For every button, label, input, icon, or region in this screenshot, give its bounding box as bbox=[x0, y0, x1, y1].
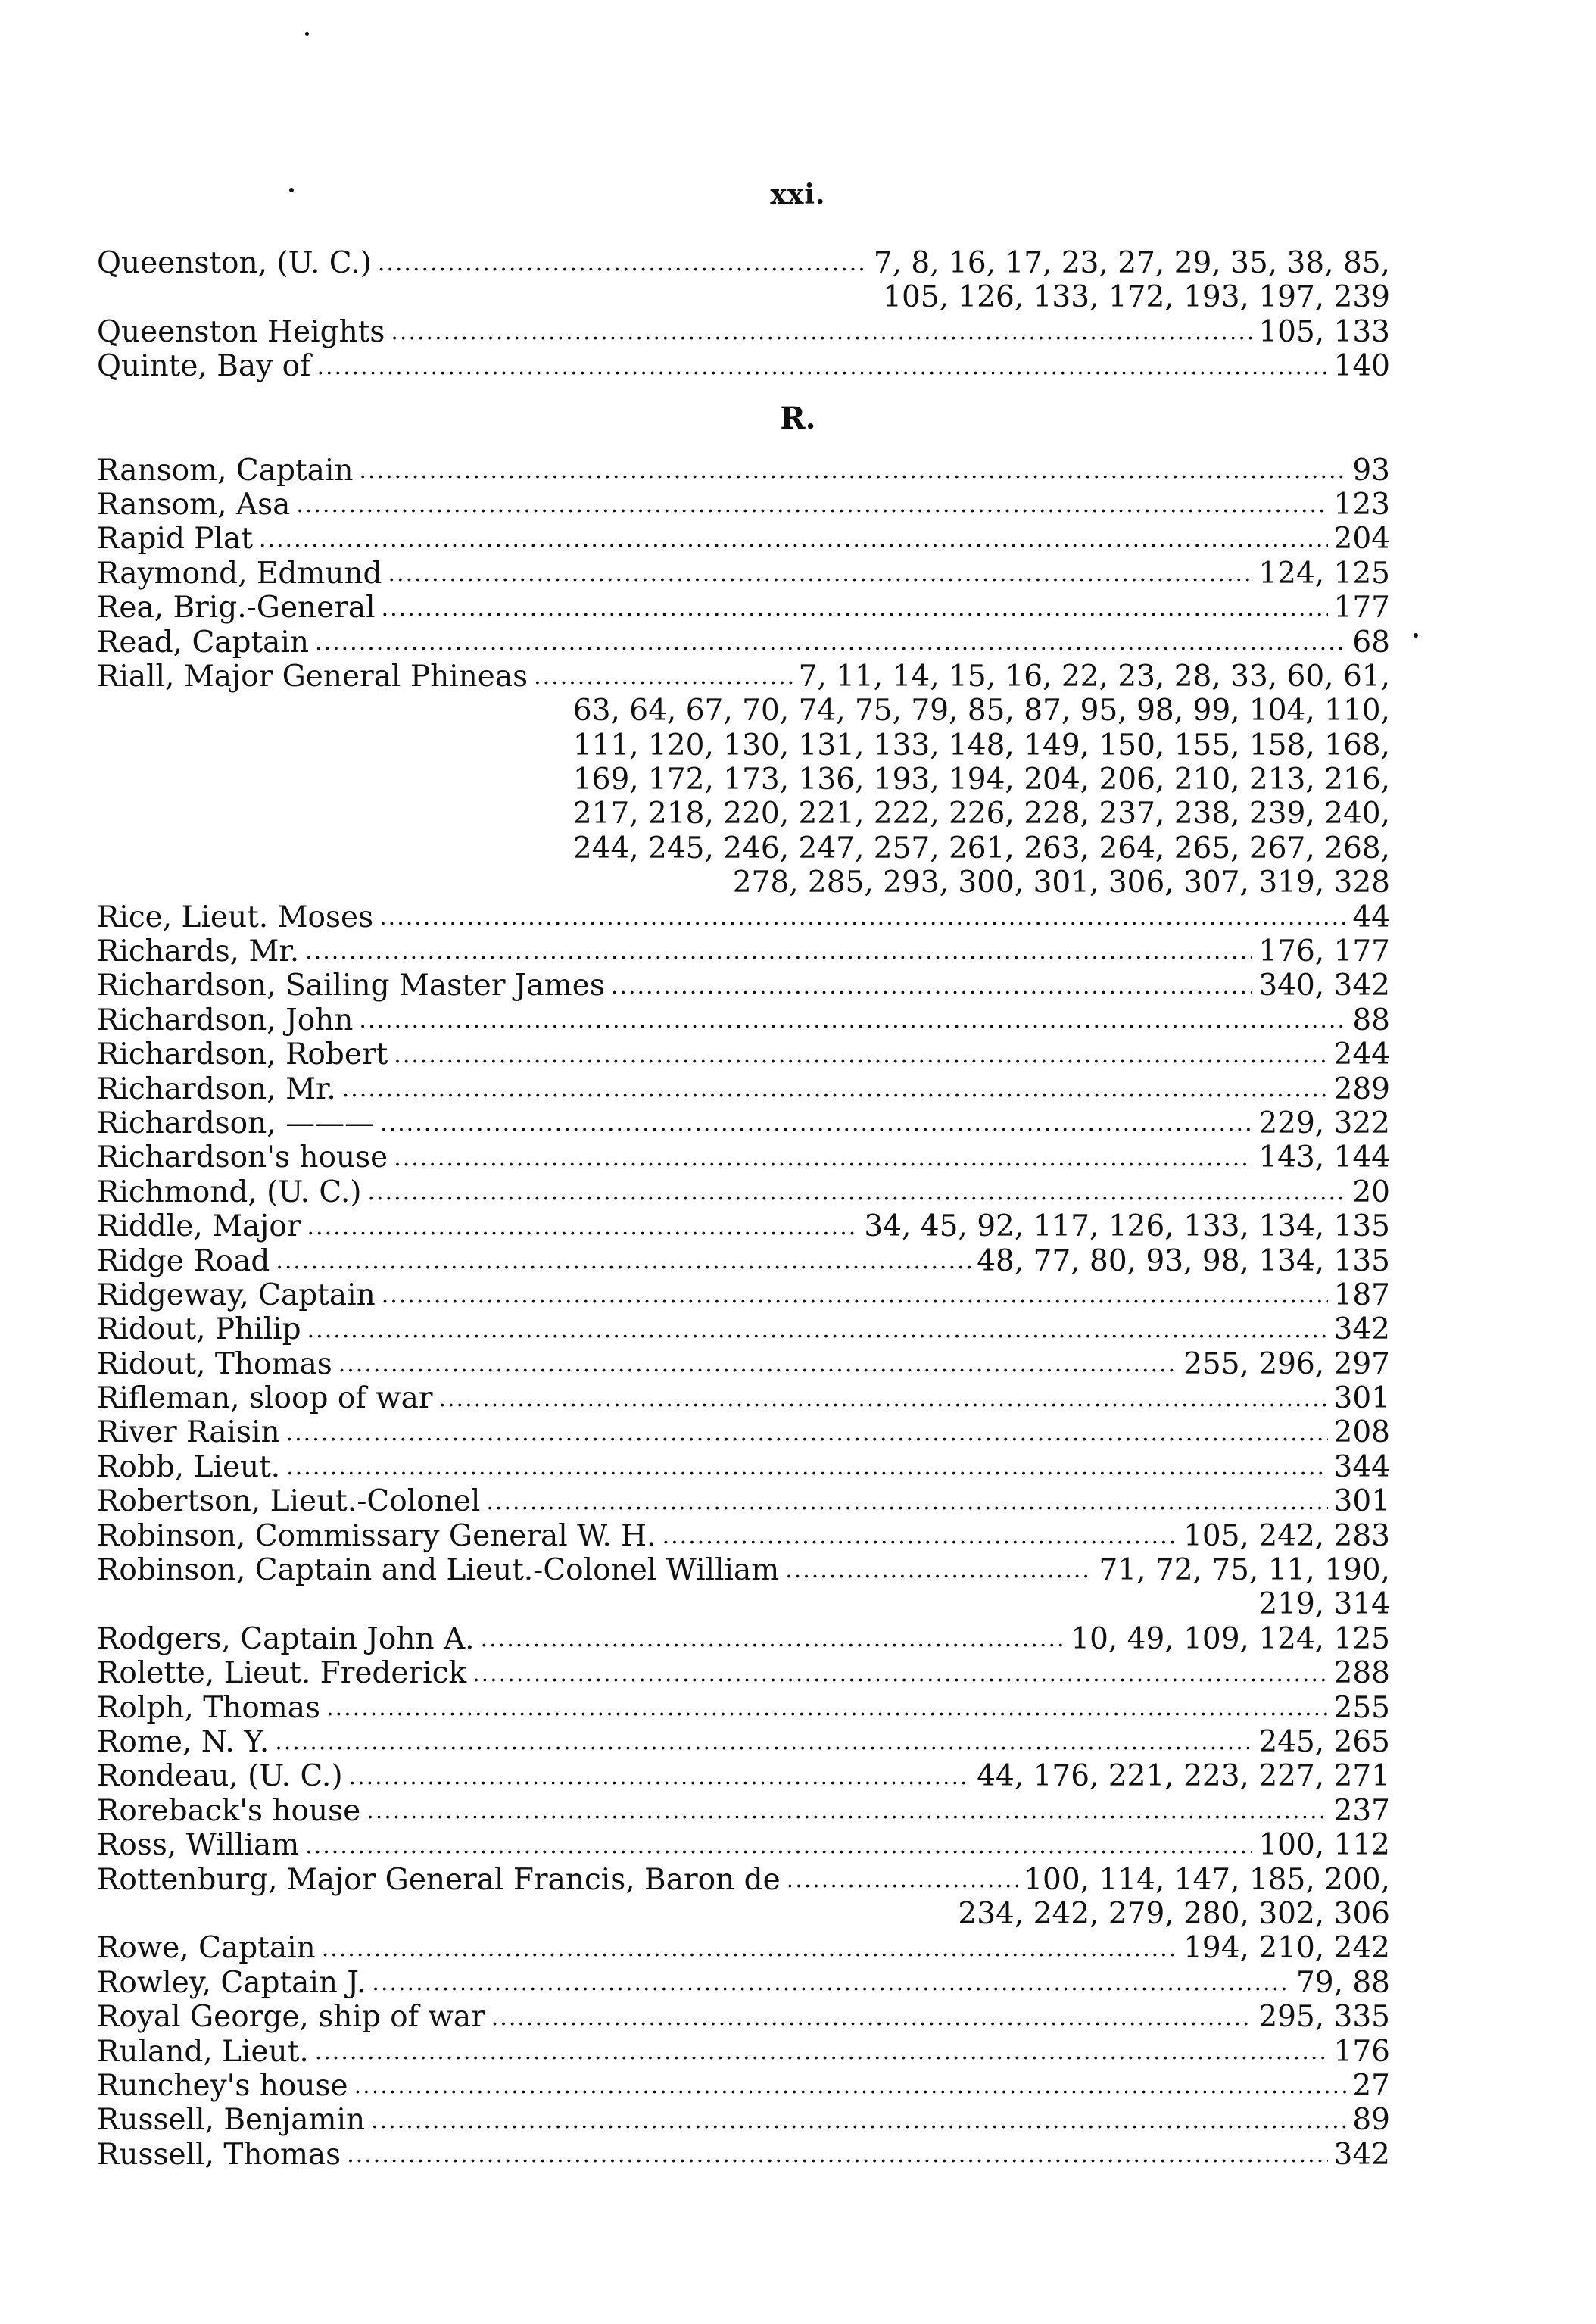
dot-leader bbox=[388, 557, 1253, 591]
page-references: 295, 335 bbox=[1258, 2000, 1390, 2035]
index-term: Quinte, Bay of bbox=[97, 349, 311, 384]
index-entry bbox=[97, 1622, 1390, 1656]
index-term: Riddle, Major bbox=[97, 1209, 301, 1244]
page-references: 100, 112 bbox=[1258, 1828, 1390, 1863]
index-entry bbox=[97, 1312, 1390, 1346]
index-entry bbox=[97, 454, 1390, 488]
dot-leader bbox=[611, 969, 1252, 1003]
dot-leader bbox=[322, 1931, 1177, 1965]
dot-leader bbox=[380, 1106, 1252, 1140]
index-term: Rome, N. Y. bbox=[97, 1725, 270, 1759]
index-entry bbox=[97, 557, 1390, 591]
index-entry bbox=[97, 1140, 1390, 1174]
index-term: Richardson's house bbox=[97, 1140, 388, 1175]
index-entry bbox=[97, 1347, 1390, 1381]
page-references: 204 bbox=[1333, 522, 1390, 557]
page-references: 7, 11, 14, 15, 16, 22, 23, 28, 33, 60, 61, bbox=[798, 659, 1390, 694]
index-entry bbox=[97, 2138, 1390, 2172]
dot-leader bbox=[394, 1140, 1252, 1174]
page-references: 176 bbox=[1333, 2034, 1390, 2069]
page-references: 79, 88 bbox=[1295, 1965, 1390, 2000]
scan-speck-header bbox=[289, 188, 294, 192]
index-entry bbox=[97, 591, 1390, 625]
page-references: 176, 177 bbox=[1258, 934, 1390, 969]
dot-leader bbox=[275, 1725, 1252, 1759]
dot-leader bbox=[391, 315, 1252, 349]
index-term: Roreback's house bbox=[97, 1793, 361, 1828]
page-references: 194, 210, 242 bbox=[1183, 1931, 1390, 1966]
dot-leader bbox=[315, 625, 1346, 660]
dot-leader bbox=[491, 2000, 1253, 2034]
page-references: 123 bbox=[1333, 487, 1390, 522]
dot-leader bbox=[347, 2138, 1327, 2172]
page-references: 177 bbox=[1333, 591, 1390, 625]
index-term: Ross, William bbox=[97, 1828, 300, 1863]
page-references: 105, 242, 283 bbox=[1183, 1518, 1390, 1553]
index-term: Robinson, Commissary General W. H. bbox=[97, 1518, 656, 1553]
index-term: Richardson, John bbox=[97, 1003, 354, 1037]
index-entry bbox=[97, 1931, 1390, 1965]
dot-leader bbox=[379, 900, 1346, 934]
page-references: 27 bbox=[1352, 2068, 1390, 2103]
index-term: Robertson, Lieut.-Colonel bbox=[97, 1484, 481, 1519]
index-term: Richardson, Mr. bbox=[97, 1072, 336, 1106]
index-entry bbox=[97, 1759, 1390, 1793]
page-references: 244 bbox=[1333, 1037, 1390, 1072]
index-term: Queenston Heights bbox=[97, 314, 385, 349]
dot-leader bbox=[286, 1450, 1327, 1484]
index-entry bbox=[97, 349, 1390, 383]
dot-leader bbox=[372, 1966, 1290, 2000]
dot-leader bbox=[316, 349, 1327, 383]
index-term: Runchey's house bbox=[97, 2068, 348, 2103]
index-term: Rea, Brig.-General bbox=[97, 591, 376, 625]
scan-speck-right bbox=[1414, 633, 1418, 638]
index-group-r bbox=[97, 454, 1390, 2173]
page-references: 88 bbox=[1352, 1003, 1390, 1037]
index-term: Ransom, Asa bbox=[97, 487, 291, 522]
index-entry bbox=[97, 522, 1390, 556]
dot-leader bbox=[326, 1691, 1327, 1725]
page-references: 301 bbox=[1333, 1381, 1390, 1416]
dot-leader bbox=[371, 2103, 1346, 2137]
dot-leader bbox=[305, 1828, 1252, 1862]
page-references-continued: 278, 285, 293, 300, 301, 306, 307, 319, 328 bbox=[732, 866, 1390, 900]
index-term: Raymond, Edmund bbox=[97, 556, 382, 591]
dot-leader bbox=[368, 1175, 1347, 1209]
index-term: River Raisin bbox=[97, 1415, 280, 1450]
page-references: 68 bbox=[1352, 625, 1390, 660]
index-entry bbox=[97, 900, 1390, 934]
dot-leader bbox=[342, 1072, 1328, 1106]
index-entry bbox=[97, 934, 1390, 969]
dot-leader bbox=[785, 1553, 1093, 1587]
page-references: 245, 265 bbox=[1258, 1725, 1390, 1759]
index-term: Richmond, (U. C.) bbox=[97, 1174, 362, 1209]
index-term: Rolph, Thomas bbox=[97, 1690, 321, 1725]
index-entry bbox=[97, 1691, 1390, 1725]
index-entry bbox=[97, 1966, 1390, 2000]
index-entry bbox=[97, 1381, 1390, 1415]
index-term: Queenston, (U. C.) bbox=[97, 245, 372, 280]
page-references: 7, 8, 16, 17, 23, 27, 29, 35, 38, 85, bbox=[873, 245, 1390, 280]
dot-leader bbox=[534, 660, 792, 694]
index-term: Rice, Lieut. Moses bbox=[97, 900, 374, 934]
index-term: Ridout, Philip bbox=[97, 1312, 301, 1347]
dot-leader bbox=[787, 1863, 1018, 1897]
index-term: Ruland, Lieut. bbox=[97, 2034, 309, 2069]
index-entry bbox=[97, 625, 1390, 660]
dot-leader bbox=[305, 934, 1252, 969]
dot-leader bbox=[486, 1484, 1327, 1518]
dot-leader bbox=[438, 1381, 1327, 1415]
index-term: Robb, Lieut. bbox=[97, 1449, 281, 1484]
index-entry bbox=[97, 1828, 1390, 1862]
index-term: Rodgers, Captain John A. bbox=[97, 1621, 475, 1656]
page-references: 344 bbox=[1333, 1449, 1390, 1484]
index-entry bbox=[97, 1553, 1390, 1587]
page-references-continued: 111, 120, 130, 131, 133, 148, 149, 150, 155, 158, 168, bbox=[572, 728, 1390, 763]
index-term: Ridgeway, Captain bbox=[97, 1277, 376, 1312]
index-entry bbox=[97, 1863, 1390, 1897]
dot-leader bbox=[338, 1347, 1177, 1381]
page-references: 48, 77, 80, 93, 98, 134, 135 bbox=[977, 1243, 1390, 1278]
page-references: 44, 176, 221, 223, 227, 271 bbox=[977, 1759, 1390, 1794]
index-list bbox=[97, 246, 1390, 2172]
dot-leader bbox=[259, 522, 1328, 556]
dot-leader bbox=[307, 1312, 1328, 1346]
page-references: 10, 49, 109, 124, 125 bbox=[1071, 1621, 1390, 1656]
page-number: xxi. bbox=[770, 179, 826, 211]
dot-leader bbox=[296, 488, 1327, 522]
index-entry bbox=[97, 2103, 1390, 2137]
page-references: 143, 144 bbox=[1258, 1140, 1390, 1175]
index-entry bbox=[97, 1794, 1390, 1828]
page-references: 100, 114, 147, 185, 200, bbox=[1024, 1862, 1390, 1897]
index-term: Ridout, Thomas bbox=[97, 1346, 332, 1381]
index-entry bbox=[97, 1244, 1390, 1278]
index-term: Rowley, Captain J. bbox=[97, 1965, 366, 2000]
page-references: 34, 45, 92, 117, 126, 133, 134, 135 bbox=[864, 1209, 1390, 1244]
scan-speck-top bbox=[305, 32, 309, 36]
page-references: 89 bbox=[1352, 2103, 1390, 2138]
index-entry bbox=[97, 315, 1390, 349]
page-references-continued: 63, 64, 67, 70, 74, 75, 79, 85, 87, 95, 98, 99, 104, 110, bbox=[572, 694, 1390, 728]
index-entry bbox=[97, 1725, 1390, 1759]
dot-leader bbox=[349, 1759, 971, 1793]
index-term: Robinson, Captain and Lieut.-Colonel William bbox=[97, 1553, 780, 1588]
dot-leader bbox=[481, 1622, 1065, 1656]
index-entry bbox=[97, 1416, 1390, 1450]
dot-leader bbox=[307, 1209, 859, 1243]
index-entry bbox=[97, 1175, 1390, 1209]
dot-leader bbox=[359, 1003, 1346, 1037]
index-entry bbox=[97, 1209, 1390, 1243]
index-entry bbox=[97, 246, 1390, 280]
index-entry bbox=[97, 1037, 1390, 1072]
dot-leader bbox=[354, 2069, 1347, 2103]
index-term: Ridge Road bbox=[97, 1243, 270, 1278]
index-term: Richardson, Robert bbox=[97, 1037, 388, 1072]
index-term: Ransom, Captain bbox=[97, 453, 354, 488]
index-group-q bbox=[97, 246, 1390, 384]
index-entry bbox=[97, 660, 1390, 694]
index-entry bbox=[97, 969, 1390, 1003]
index-term: Rifleman, sloop of war bbox=[97, 1381, 433, 1416]
page-references: 342 bbox=[1333, 1312, 1390, 1347]
dot-leader bbox=[276, 1244, 971, 1278]
index-entry bbox=[97, 2000, 1390, 2034]
page-references: 93 bbox=[1352, 453, 1390, 488]
page-references: 288 bbox=[1333, 1656, 1390, 1691]
page-references: 20 bbox=[1352, 1174, 1390, 1209]
page-references: 208 bbox=[1333, 1415, 1390, 1450]
index-term: Rottenburg, Major General Francis, Baron de bbox=[97, 1862, 781, 1897]
index-entry bbox=[97, 1450, 1390, 1484]
page-references: 44 bbox=[1352, 900, 1390, 934]
index-term: Rolette, Lieut. Frederick bbox=[97, 1656, 467, 1691]
index-entry bbox=[97, 1278, 1390, 1312]
index-entry bbox=[97, 2069, 1390, 2103]
page-references: 140 bbox=[1333, 349, 1390, 384]
page-references: 255, 296, 297 bbox=[1183, 1346, 1390, 1381]
page-references: 229, 322 bbox=[1258, 1106, 1390, 1140]
page-references-continued: 217, 218, 220, 221, 222, 226, 228, 237, 238, 239, 240, bbox=[572, 797, 1390, 831]
index-entry bbox=[97, 1003, 1390, 1037]
dot-leader bbox=[382, 591, 1328, 625]
page-references-continued: 219, 314 bbox=[1258, 1587, 1390, 1622]
page-references: 255 bbox=[1333, 1690, 1390, 1725]
dot-leader bbox=[315, 2035, 1328, 2069]
dot-leader bbox=[382, 1278, 1328, 1312]
page-references-continued: 244, 245, 246, 247, 257, 261, 263, 264, 265, 267, 268, bbox=[572, 831, 1390, 866]
section-letter-heading: R. bbox=[780, 400, 816, 436]
page-references: 340, 342 bbox=[1258, 969, 1390, 1003]
page-references: 124, 125 bbox=[1258, 556, 1390, 591]
index-entry bbox=[97, 1484, 1390, 1518]
dot-leader bbox=[359, 454, 1346, 488]
index-entry bbox=[97, 1519, 1390, 1553]
dot-leader bbox=[394, 1037, 1327, 1072]
index-entry bbox=[97, 1656, 1390, 1690]
index-term: Russell, Benjamin bbox=[97, 2103, 366, 2138]
page-references: 105, 133 bbox=[1258, 314, 1390, 349]
index-term: Russell, Thomas bbox=[97, 2137, 341, 2172]
index-term: Richards, Mr. bbox=[97, 934, 300, 969]
page-references-continued: 105, 126, 133, 172, 193, 197, 239 bbox=[883, 280, 1390, 315]
index-term: Rondeau, (U. C.) bbox=[97, 1759, 343, 1794]
page-references: 289 bbox=[1333, 1072, 1390, 1106]
page-references: 187 bbox=[1333, 1277, 1390, 1312]
dot-leader bbox=[366, 1794, 1327, 1828]
dot-leader bbox=[662, 1519, 1178, 1553]
page-references-continued: 234, 242, 279, 280, 302, 306 bbox=[958, 1896, 1390, 1931]
dot-leader bbox=[472, 1656, 1327, 1690]
index-entry bbox=[97, 1106, 1390, 1140]
index-term: Read, Captain bbox=[97, 625, 310, 660]
index-term: Richardson, Sailing Master James bbox=[97, 969, 605, 1003]
index-term: Rowe, Captain bbox=[97, 1931, 316, 1966]
index-term: Rapid Plat bbox=[97, 522, 253, 557]
dot-leader bbox=[378, 246, 868, 280]
page-references: 301 bbox=[1333, 1484, 1390, 1519]
dot-leader bbox=[286, 1416, 1328, 1450]
index-entry bbox=[97, 2035, 1390, 2069]
index-entry bbox=[97, 1072, 1390, 1106]
index-term: Royal George, ship of war bbox=[97, 2000, 485, 2035]
index-term: Richardson, ——— bbox=[97, 1106, 375, 1140]
page-references-continued: 169, 172, 173, 136, 193, 194, 204, 206, 210, 213, 216, bbox=[572, 763, 1390, 797]
index-entry bbox=[97, 488, 1390, 522]
page-references: 342 bbox=[1333, 2137, 1390, 2172]
index-term: Riall, Major General Phineas bbox=[97, 659, 528, 694]
page-references: 237 bbox=[1333, 1793, 1390, 1828]
page-references: 71, 72, 75, 11, 190, bbox=[1099, 1553, 1390, 1588]
